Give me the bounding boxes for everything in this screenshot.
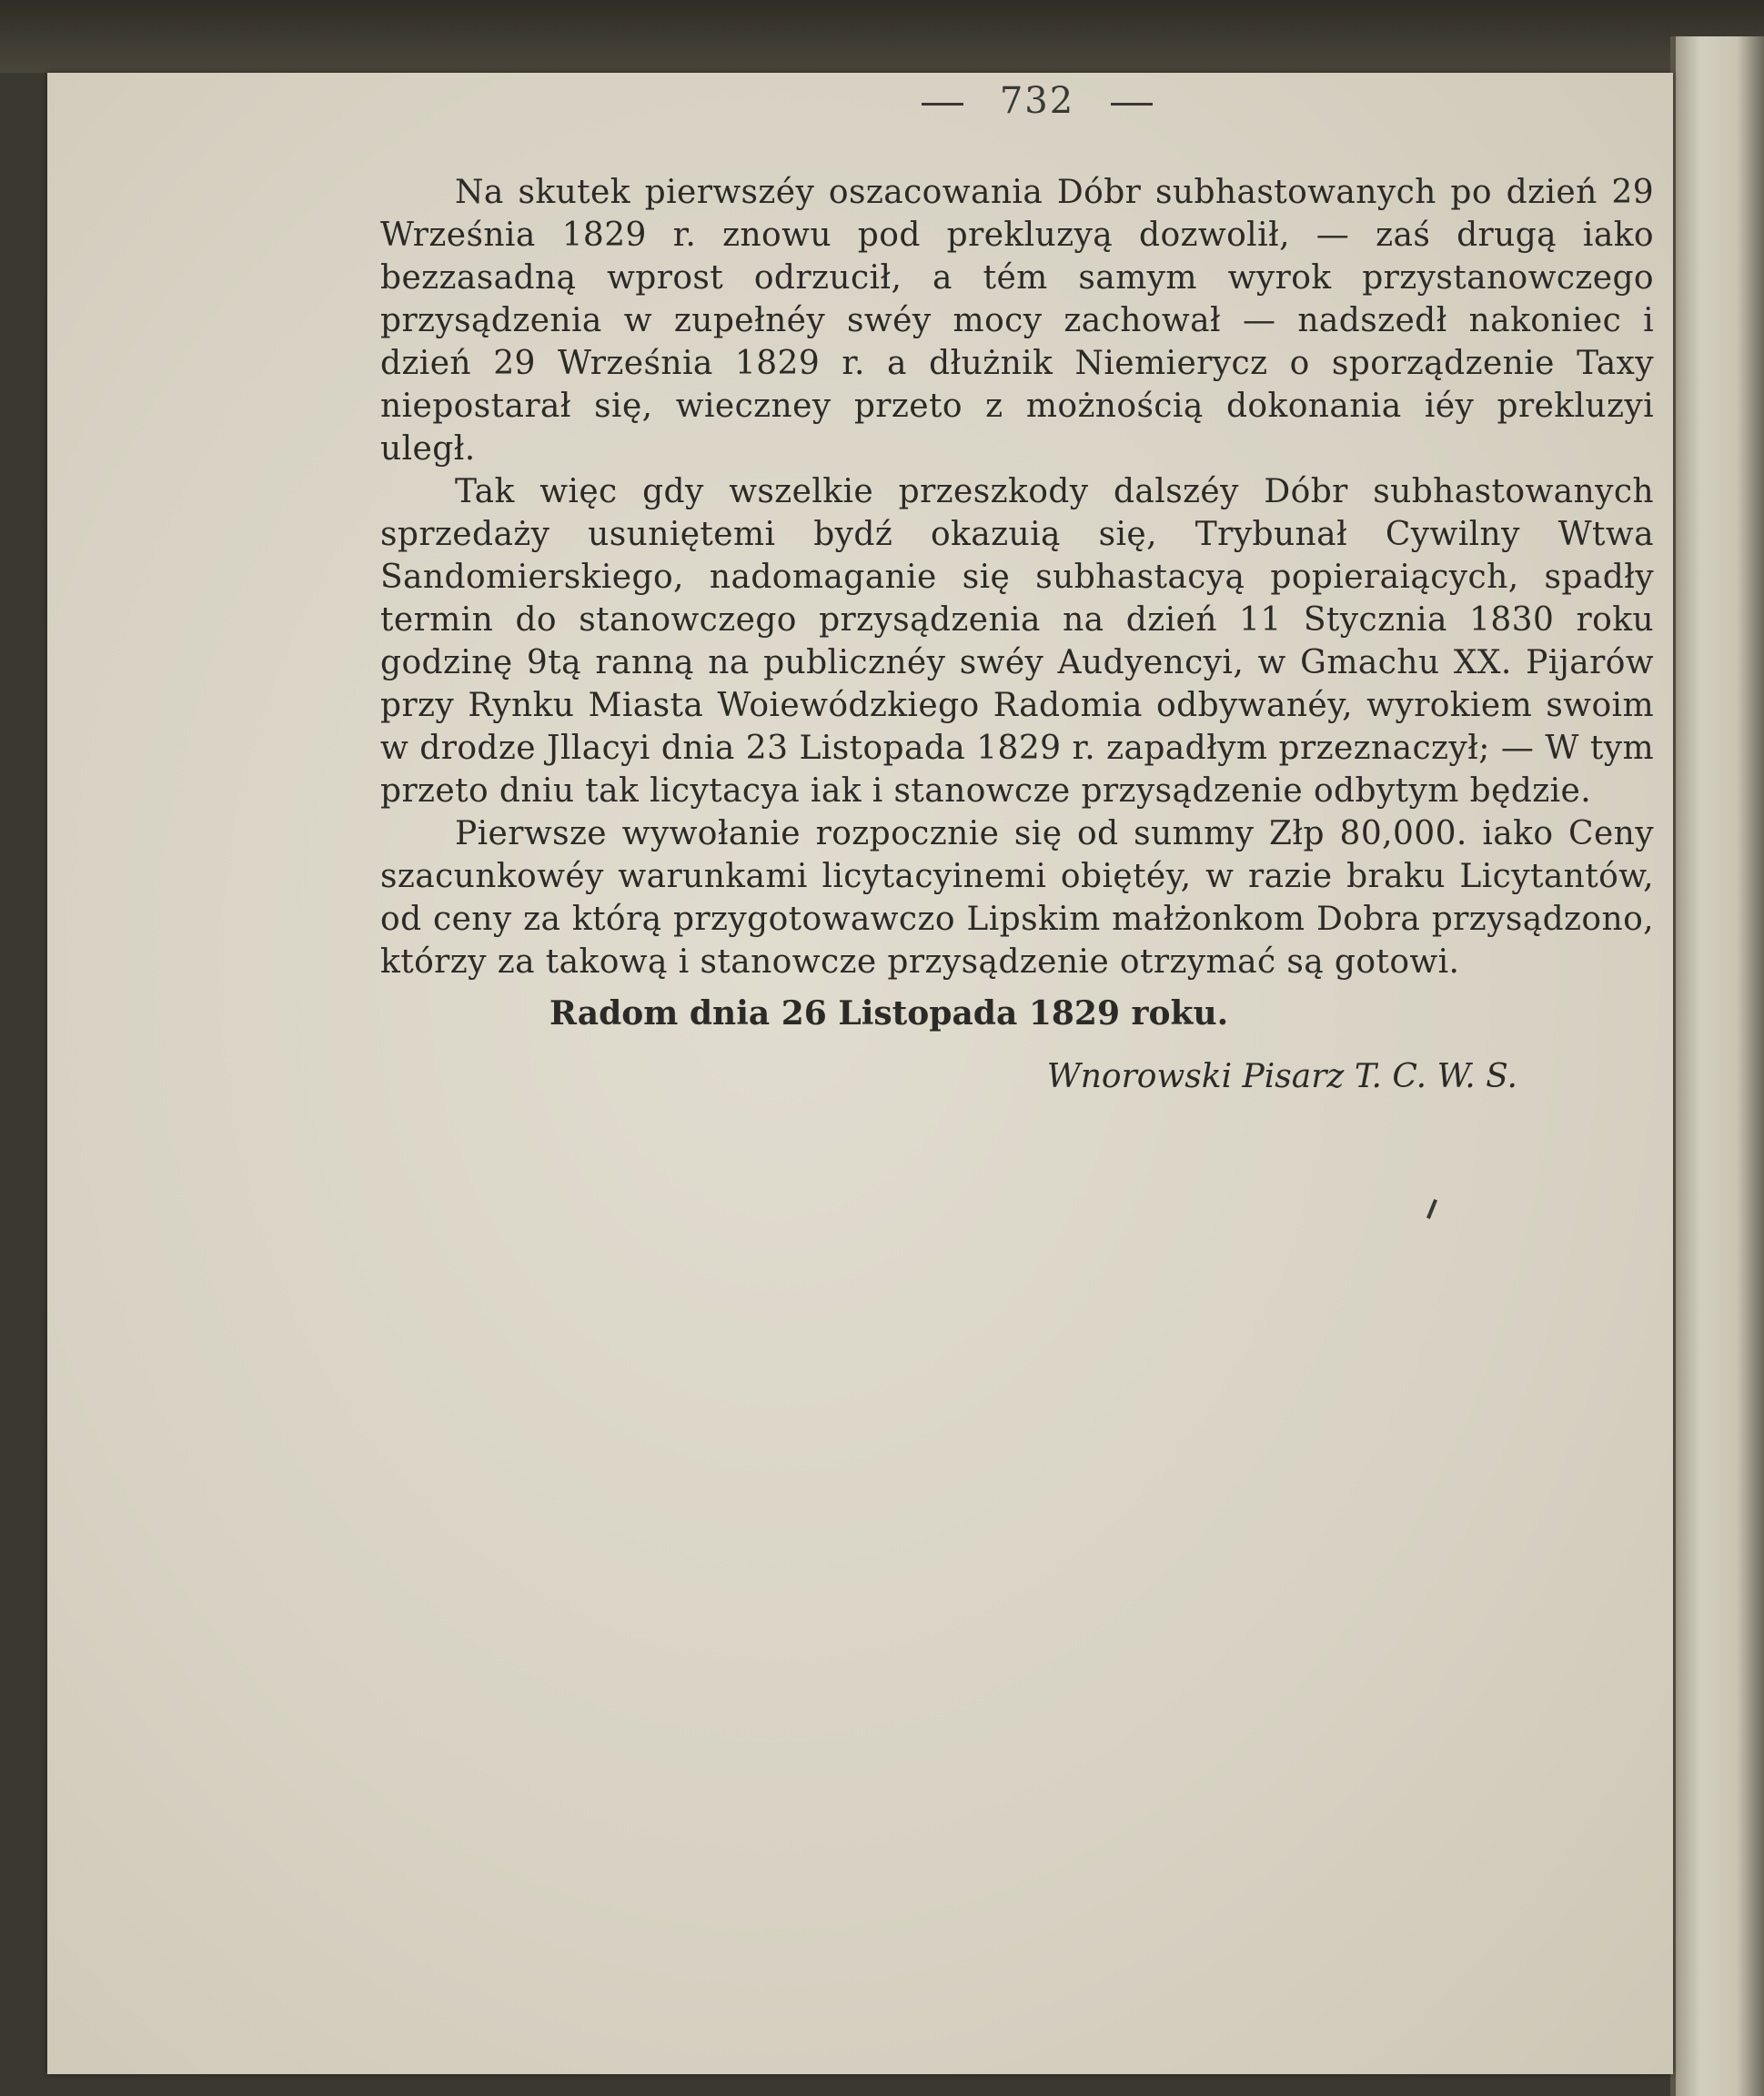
book-gutter xyxy=(1674,36,1764,2096)
paragraph-2: Tak więc gdy wszelkie przeszkody dalszéy Dóbr subhastowanych sprzedaży usuniętemi bydź okazuią się, Trybunał Cywilny Wtwa Sandomierskiego, nadomaganie się subhastacyą popieraiących, spadły termin do stanowczego przysądzenia na dzień 11 Stycznia 1830 roku godzinę 9tą ranną na publicznéy swéy Audyencyi, w Gmachu XX. Pijarów przy Rynku Miasta Woiewódzkiego Radomia odbywanéy, wyrokiem swoim w drodze Jllacyi dnia 23 Listopada 1829 r. zapadłym przeznaczył; — W tym przeto dniu tak licytacya iak i stanowcze przysądzenie odbytym będzie. xyxy=(380,473,1654,810)
signature: Wnorowski Pisarz T. C. W. S. xyxy=(1046,1058,1517,1095)
dateline: Radom dnia 26 Listopada 1829 roku. xyxy=(549,994,1229,1033)
document-body xyxy=(380,109,1654,1098)
scan-backdrop xyxy=(0,0,1764,73)
page-number-left-dash xyxy=(922,103,963,106)
paragraph-3: Pierwsze wywołanie rozpocznie się od summy Złp 80,000. iako Ceny szacunkowéy warunkami licytacyinemi obiętéy, w razie braku Licytantów, od ceny za którą przygotowawczo Lipskim małżonkom Dobra przysądzono, którzy za takową i stanowcze przysądzenie otrzymać są gotowi. xyxy=(380,815,1654,981)
paragraph-1: Na skutek pierwszéy oszacowania Dóbr subhastowanych po dzień 29 Września 1829 r. znowu pod prekluzyą dozwolił, — zaś drugą iako bezzasadną wprost odrzucił, a tém samym wyrok przystanowczego przysądzenia w zupełnéy swéy mocy zachował — nadszedł nakoniec i dzień 29 Września 1829 r. a dłużnik Niemierycz o sporządzenie Taxy niepostarał się, wieczney przeto z możnością dokonania iéy prekluzyi uległ. xyxy=(380,174,1654,468)
page-number-text: 732 xyxy=(999,80,1075,122)
page-number-right-dash xyxy=(1111,103,1153,106)
